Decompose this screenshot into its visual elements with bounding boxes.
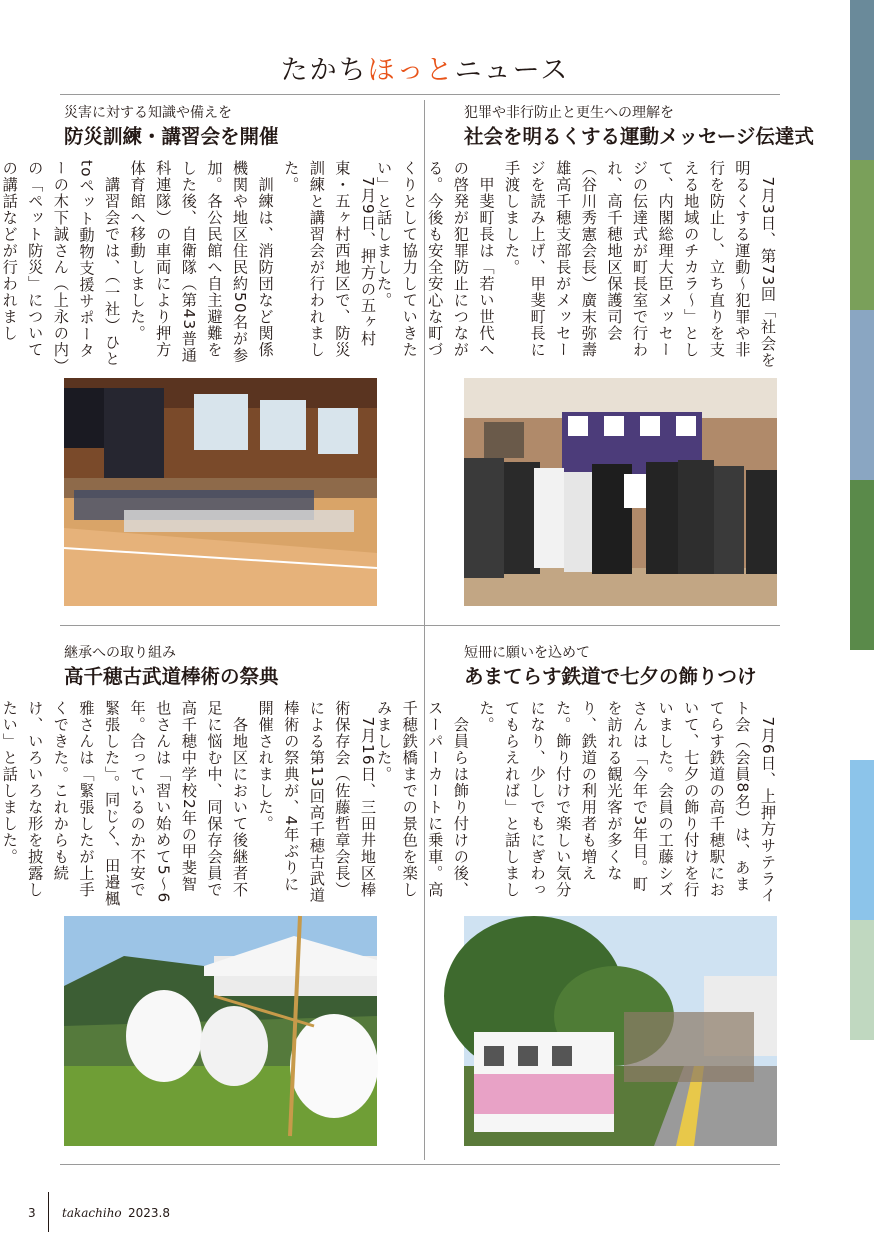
article-body: 7月16日、三田井地区棒術保存会（佐藤哲章会長）による第13回高千穂古武道棒術の祭典が、4年ぶりに開催されました。 各地区において後継者不足に悩む中、同保存会員で高千穂中学校2年の甲斐智也さんは「習い始めて5～6年。合っているのか不安で緊張した」。同じく、田邉楓雅さんは「緊張したが上手くできた。これからも続け、いろいろな形を披露したい」と話しました。 (0, 700, 377, 907)
article-headline: 高千穂古武道棒術の祭典 (64, 665, 279, 688)
article-subtitle: 犯罪や非行防止と更生への理解を (464, 105, 674, 121)
photo-gym-training (64, 378, 377, 606)
article-martial-heading (64, 644, 279, 690)
title-post: ニュース (454, 55, 570, 86)
photo-stick-festival (64, 916, 377, 1146)
photo-tanabata-railway (464, 916, 777, 1146)
header-rule (60, 94, 780, 95)
footer-logo: takachiho (62, 1206, 122, 1220)
title-hot: ほっと (367, 55, 455, 86)
row-divider (60, 625, 780, 626)
article-body: 7月6日、上押方サテライト会（会員8名）は、あまてらす鉄道の高千穂駅において、七夕の飾り付けを行いました。会員の工藤シズさんは「今年で3年目。町を訪れる観光客が多くなり、鉄道の利用者も増えた。飾り付けで楽しい気分になり、少しでもにぎわってもらえれば」と話しました。 会員らは飾り付けの後、スーパーカートに乗車。高千穂鉄橋までの景色を楽しみました。 (375, 700, 777, 904)
article-body: 7月9日、押方の五ヶ村東・五ヶ村西地区で、防災訓練と講習会が行われました。 訓練は、消防団など関係機関や地区住民約50名が参加。各公民館へ自主避難をした後、自衛隊（第43普通科連隊）の車両により押方体育館へ移動しました。 講習会では、（一社）ひとtoペット動物支援サポーターの木下誠さん（上永の内）の「ペット防災」についての講話などが行われまし (0, 160, 377, 367)
article-subtitle: 短冊に願いを込めて (464, 645, 590, 661)
footer-separator (48, 1192, 49, 1232)
page-number: 3 (28, 1206, 36, 1220)
page-title (0, 48, 850, 87)
issue-date: 2023.8 (128, 1206, 170, 1220)
title-pre: たかち (280, 55, 368, 86)
article-crime-heading (464, 104, 814, 150)
article-subtitle: 継承への取り組み (64, 645, 176, 661)
edge-photo-strip (850, 0, 874, 1236)
article-disaster-heading (64, 104, 279, 150)
article-subtitle: 災害に対する知識や備えを (64, 105, 232, 121)
article-headline: あまてらす鉄道で七夕の飾りつけ (464, 665, 757, 688)
article-tanabata-heading (464, 644, 757, 690)
article-body: 7月3日、第73回「社会を明るくする運動～犯罪や非行を防止し、立ち直りを支える地域のチカラ～」として、内閣総理大臣メッセージの伝達式が町長室で行われ、高千穂地区保護司会（谷川秀憲会長）廣末弥壽雄高千穂支部長がメッセージを読み上げ、甲斐町長に手渡しました。 甲斐町長は「若い世代への啓発が犯罪防止につながる。今後も安全安心な町づくりとして協力していきたい」と話しました。 (375, 160, 777, 369)
article-headline: 社会を明るくする運動メッセージ伝達式 (464, 125, 814, 148)
article-headline: 防災訓練・講習会を開催 (64, 125, 279, 148)
photo-message-ceremony (464, 378, 777, 606)
footer-rule (60, 1164, 780, 1165)
